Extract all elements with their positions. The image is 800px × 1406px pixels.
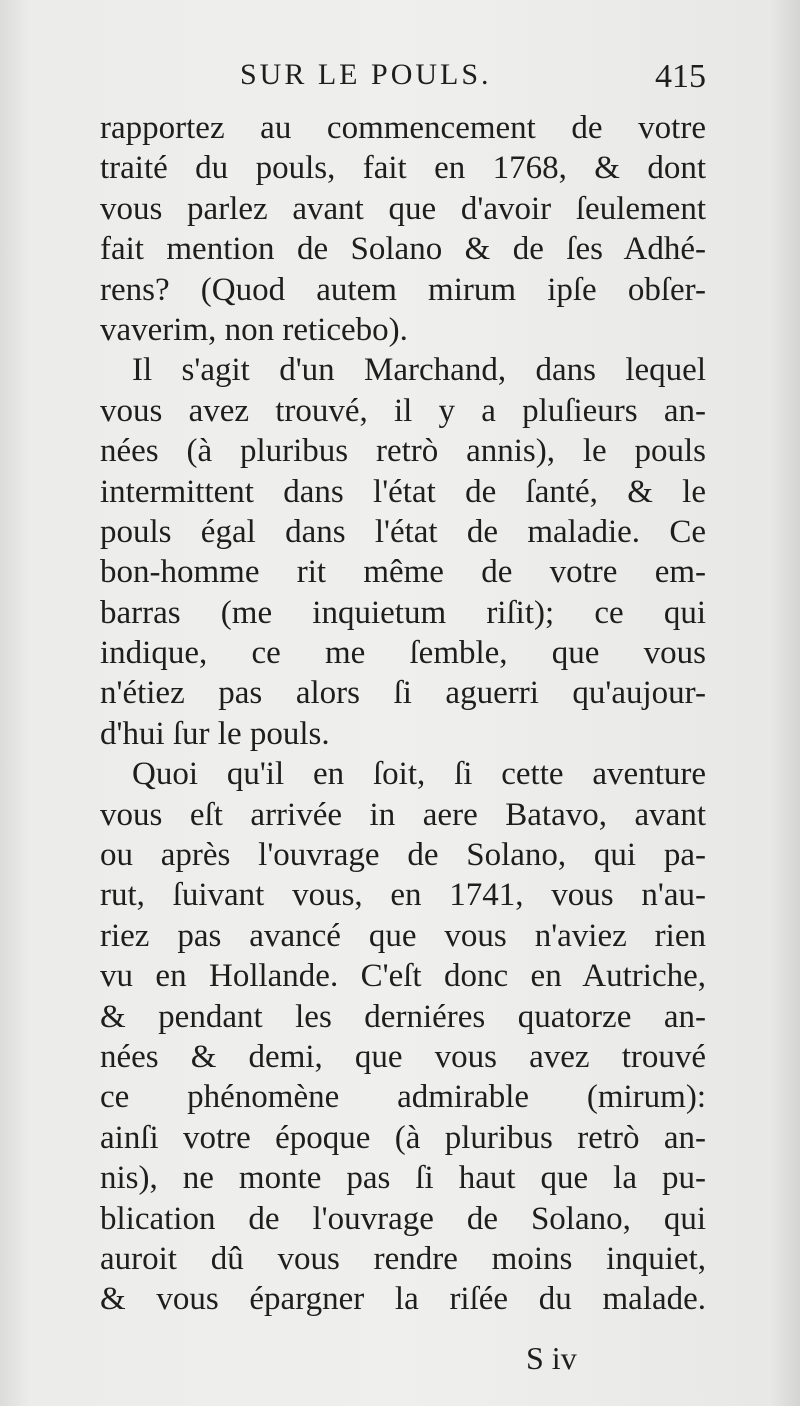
text-line: pouls égal dans l'état de maladie. Ce xyxy=(100,513,706,550)
text-line: nis), ne monte pas ſi haut que la pu- xyxy=(100,1160,706,1197)
text-line: rut, ſuivant vous, en 1741, vous n'au- xyxy=(100,877,706,914)
text-line: & pendant les derniéres quatorze an- xyxy=(100,998,706,1035)
text-line: nées & demi, que vous avez trouvé xyxy=(100,1038,706,1075)
text-line: intermittent dans l'état de ſanté, & le xyxy=(100,473,706,510)
text-line: fait mention de Solano & de ſes Adhé- xyxy=(100,231,706,268)
text-line: barras (me inquietum riſit); ce qui xyxy=(100,594,706,631)
text-line: vu en Hollande. C'eſt donc en Autriche, xyxy=(100,958,706,995)
text-line: riez pas avancé que vous n'aviez rien xyxy=(100,917,706,954)
text-line: rapportez au commencement de votre xyxy=(100,110,706,146)
text-line: vous eſt arrivée in aere Batavo, avant xyxy=(100,796,706,833)
text-line: n'étiez pas alors ſi aguerri qu'aujour- xyxy=(100,675,706,712)
running-head xyxy=(100,58,706,108)
body-text xyxy=(100,108,706,1320)
text-line: rens? (Quod autem mirum ipſe obſer- xyxy=(100,271,706,308)
text-line: ainſi votre époque (à pluribus retrò an- xyxy=(100,1119,706,1156)
page-number: 415 xyxy=(655,58,706,95)
text-line: blication de l'ouvrage de Solano, qui xyxy=(100,1200,706,1237)
text-line: nées (à pluribus retrò annis), le pouls xyxy=(100,433,706,470)
text-line: indique, ce me ſemble, que vous xyxy=(100,635,706,672)
text-line: vous parlez avant que d'avoir ſeulement xyxy=(100,190,706,227)
text-line: Il s'agit d'un Marchand, dans lequel xyxy=(132,352,706,389)
text-line: traité du pouls, fait en 1768, & dont xyxy=(100,150,706,187)
text-line: vous avez trouvé, il y a pluſieurs an- xyxy=(100,392,706,429)
text-line: auroit dû vous rendre moins inquiet, xyxy=(100,1240,706,1277)
text-line: vaverim, non reticebo). xyxy=(100,311,408,348)
running-title: SUR LE POULS. xyxy=(240,58,492,91)
text-line: & vous épargner la riſée du malade. xyxy=(100,1281,706,1318)
text-line: d'hui ſur le pouls. xyxy=(100,715,330,752)
signature-mark: S iv xyxy=(526,1340,577,1376)
text-line: bon-homme rit même de votre em- xyxy=(100,554,706,591)
text-line: Quoi qu'il en ſoit, ſi cette aventure xyxy=(132,756,706,793)
text-line: ce phénomène admirable (mirum): xyxy=(100,1079,706,1116)
text-line: ou après l'ouvrage de Solano, qui pa- xyxy=(100,837,706,874)
